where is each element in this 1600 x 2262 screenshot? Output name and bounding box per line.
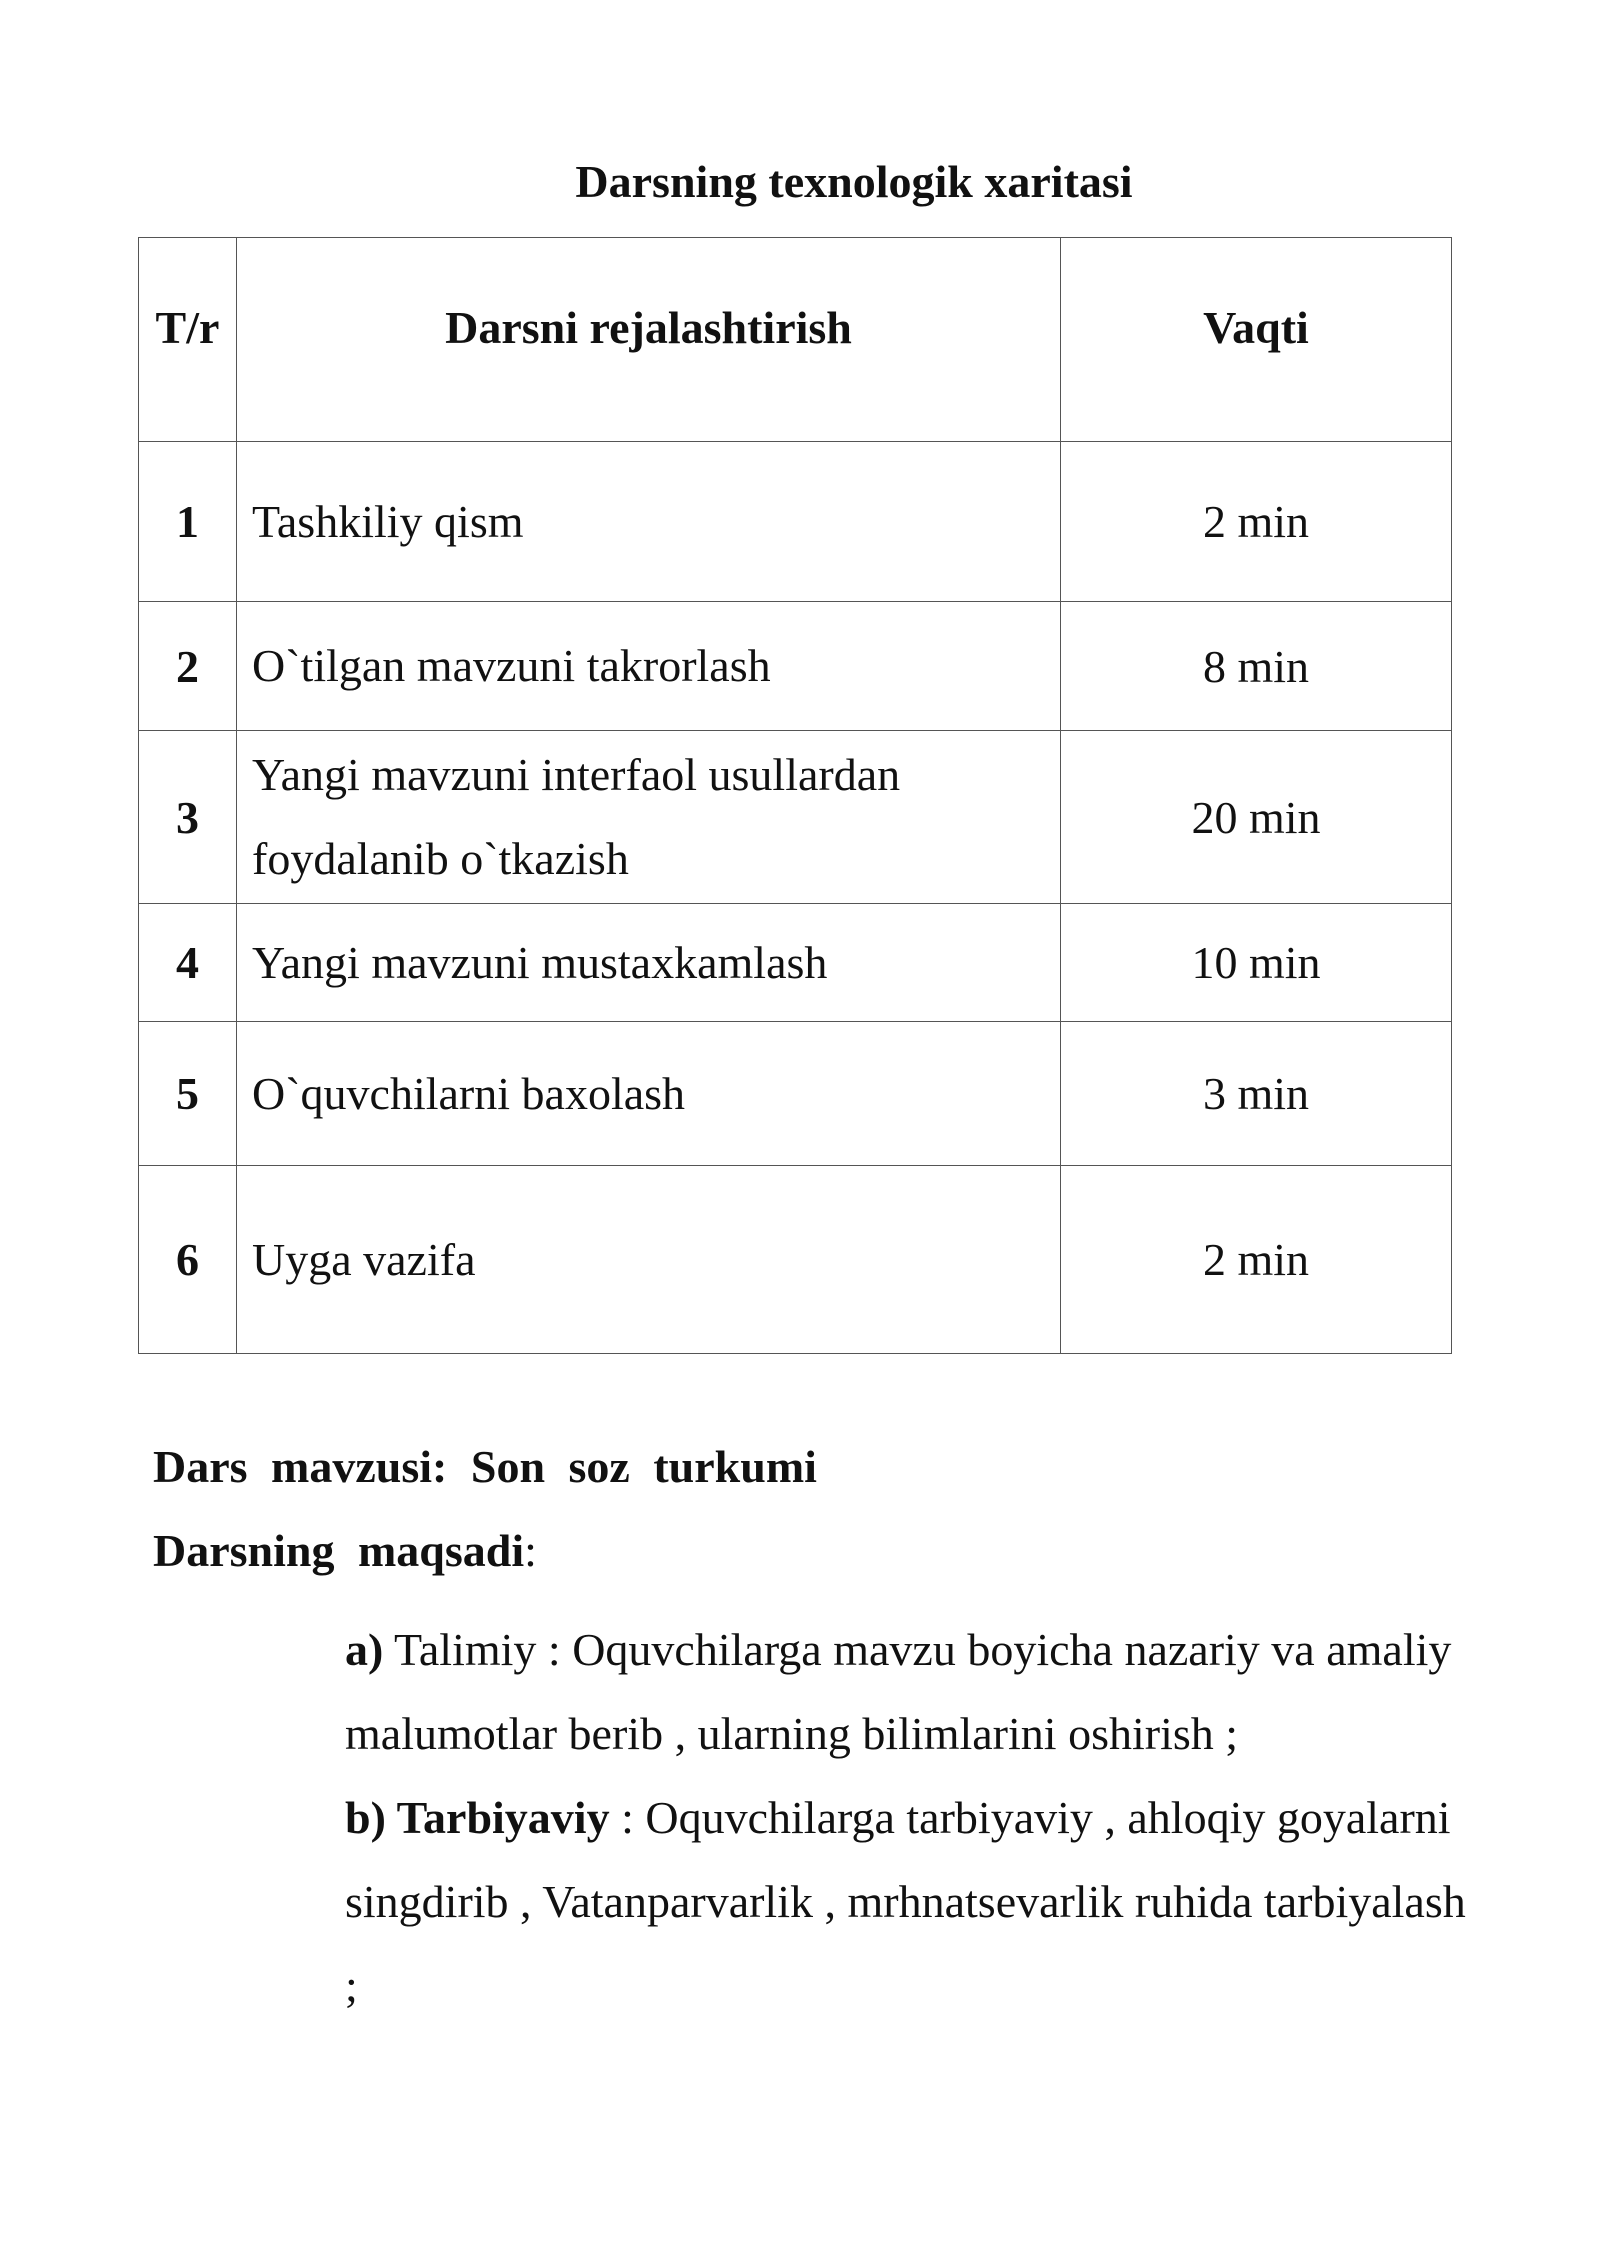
document-title: Darsning texnologik xaritasi — [575, 156, 1133, 207]
row-task: O`quvchilarni baxolash — [237, 1022, 1061, 1166]
lesson-topic: Dars mavzusi: Son soz turkumi — [153, 1441, 817, 1492]
header-plan: Darsni rejalashtirish — [237, 238, 1061, 442]
lesson-plan-table — [138, 237, 1452, 1354]
row-number: 5 — [139, 1022, 237, 1166]
row-number: 6 — [139, 1166, 237, 1354]
goals-heading — [153, 1521, 537, 1581]
row-time: 2 min — [1061, 1166, 1452, 1354]
header-number: T/r — [139, 238, 237, 442]
row-number: 4 — [139, 904, 237, 1022]
table-row — [139, 904, 1452, 1022]
goal-upbringing — [345, 1776, 1475, 2028]
table-row — [139, 1166, 1452, 1354]
row-time: 10 min — [1061, 904, 1452, 1022]
row-task: Yangi mavzuni interfaol usullardan foydalanib o`tkazish — [237, 731, 1061, 904]
goal-text: : Oquvchilarga mavzu boyicha nazariy va amaliy malumotlar berib , ularning bilimlarini oshirish ; — [345, 1624, 1452, 1759]
header-time: Vaqti — [1061, 238, 1452, 442]
table-row — [139, 731, 1452, 904]
goal-marker: a) — [345, 1624, 384, 1675]
table-row — [139, 1022, 1452, 1166]
row-task: O`tilgan mavzuni takrorlash — [237, 602, 1061, 731]
row-time: 8 min — [1061, 602, 1452, 731]
goal-educational — [345, 1608, 1475, 1776]
goal-label: Talimiy — [383, 1624, 537, 1675]
row-time: 2 min — [1061, 442, 1452, 602]
goal-text: : Oquvchilarga tarbiyaviy , ahloqiy goyalarni singdirib , Vatanparvarlik , mrhnatsevarlik ruhida tarbiyalash ; — [345, 1792, 1466, 2011]
row-number: 1 — [139, 442, 237, 602]
row-time: 3 min — [1061, 1022, 1452, 1166]
goals-heading-colon: : — [524, 1525, 537, 1576]
table-row — [139, 442, 1452, 602]
goals-list — [345, 1608, 1475, 2028]
table-header-row — [139, 238, 1452, 442]
goal-marker: b) Tarbiyaviy — [345, 1792, 610, 1843]
goals-heading-label: Darsning maqsadi — [153, 1525, 525, 1576]
row-number: 3 — [139, 731, 237, 904]
row-task: Tashkiliy qism — [237, 442, 1061, 602]
row-time: 20 min — [1061, 731, 1452, 904]
row-task: Yangi mavzuni mustaxkamlash — [237, 904, 1061, 1022]
row-number: 2 — [139, 602, 237, 731]
row-task: Uyga vazifa — [237, 1166, 1061, 1354]
table-row — [139, 602, 1452, 731]
